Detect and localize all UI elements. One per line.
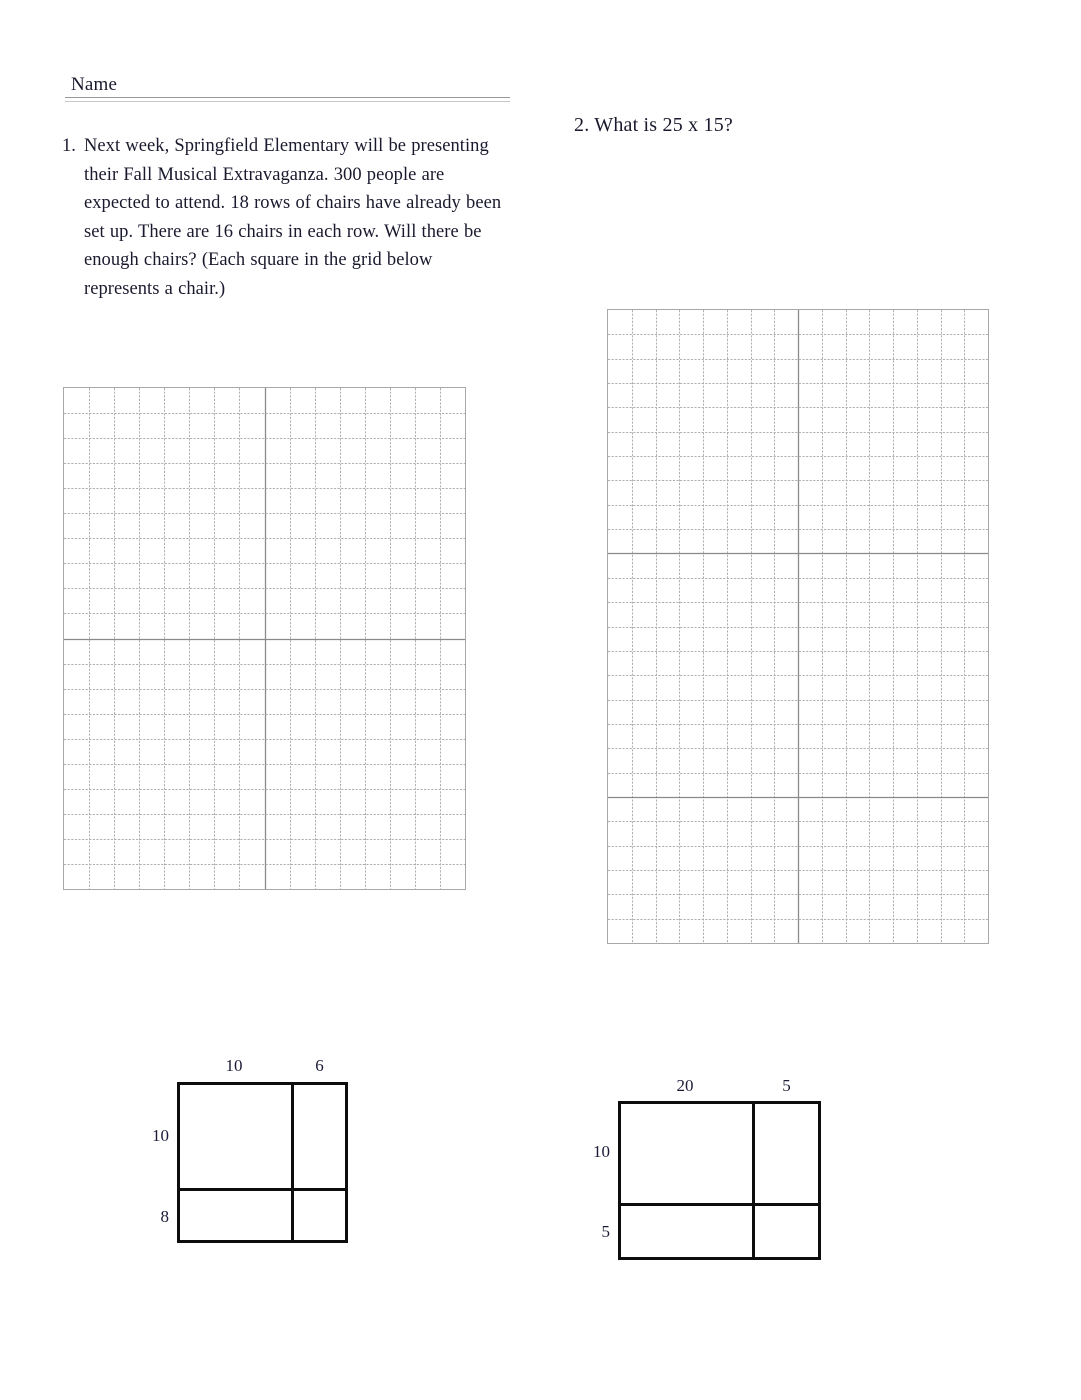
grid-question-2-lines: [608, 310, 988, 943]
area-model-right-vertical-divider: [752, 1101, 755, 1260]
area-model-left-row-label-1: 10: [152, 1126, 169, 1145]
area-model-right-row-label-1: 10: [593, 1142, 610, 1161]
area-model-right-outline[interactable]: [618, 1101, 821, 1260]
grid-question-1[interactable]: [63, 387, 466, 890]
area-model-left-column-label-2: 6: [315, 1056, 324, 1075]
area-model-left-column-label-1: 10: [225, 1056, 243, 1075]
grid-question-2[interactable]: [607, 309, 989, 944]
area-model-right-column-label-1: 20: [676, 1076, 694, 1095]
area-model-right-column-label-2: 5: [782, 1076, 791, 1095]
area-model-left-row-label-2: 8: [160, 1207, 169, 1226]
area-model-left-vertical-divider: [291, 1082, 294, 1243]
area-model-left-horizontal-divider: [177, 1188, 348, 1191]
question-2-text: 2. What is 25 x 15?: [574, 114, 733, 136]
name-write-in-rule[interactable]: [65, 97, 510, 102]
question-1: [62, 132, 514, 304]
area-model-right-row-label-2: 5: [601, 1222, 610, 1241]
area-model-left-outline[interactable]: [177, 1082, 348, 1243]
name-label: Name: [71, 74, 118, 95]
grid-question-1-lines: [64, 388, 465, 889]
question-1-number: 1.: [62, 136, 76, 156]
question-1-text: Next week, Springfield Elementary will be presenting their Fall Musical Extravaganza. 300 people are expected to attend. 18 rows of chairs have already been set up. There are 16 chairs in each row. Will there be enough chairs? (Each square in the grid below represents a chair.): [84, 136, 502, 299]
name-field[interactable]: [65, 74, 510, 102]
area-model-right-horizontal-divider: [618, 1203, 821, 1206]
